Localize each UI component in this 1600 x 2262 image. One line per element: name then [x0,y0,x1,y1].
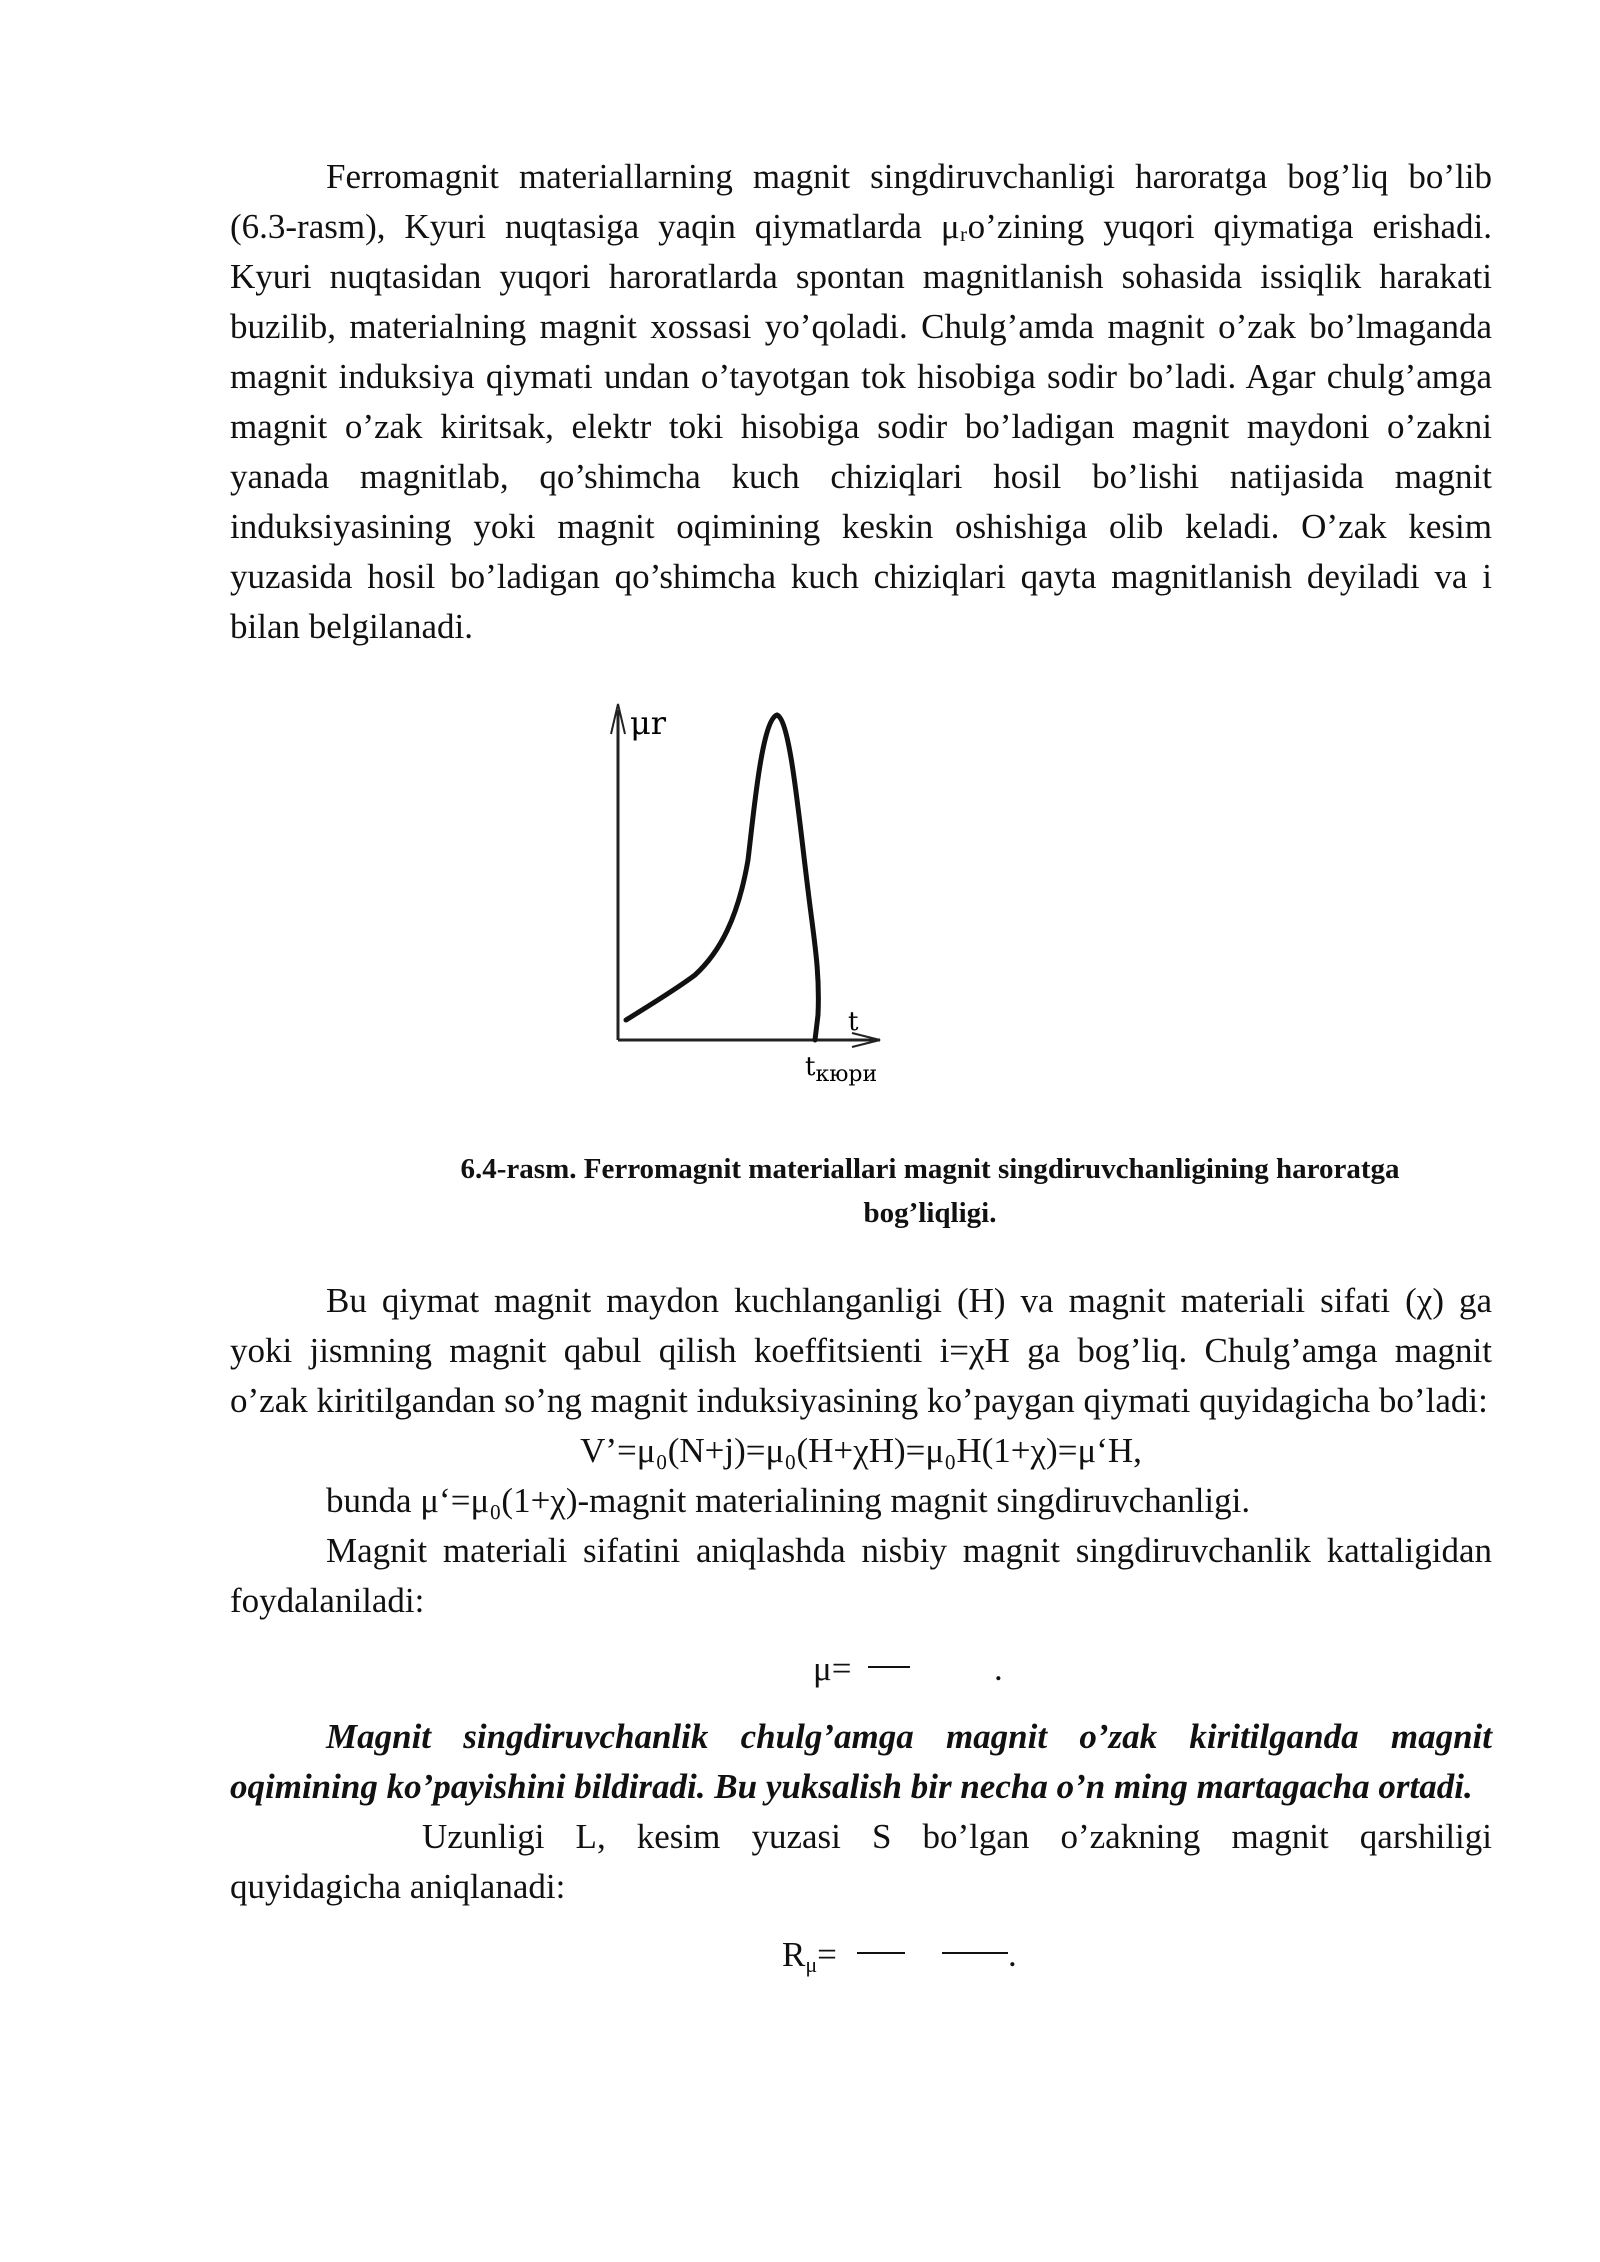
permeability-curve [626,715,818,1040]
mu-subscript: μ [805,1952,818,1977]
paragraph-magnetic-resistance: Uzunligi L, kesim yuzasi S bo’lgan o’zakning magnit qarshiligi quyidagicha aniqlanadi: [230,1817,1492,1906]
curie-temperature-label [805,1052,877,1087]
x-axis-label: t [848,1007,859,1037]
paragraph-bold-italic: Magnit singdiruvchanlik chulg’amga magnit o’zak kiritilganda magnit oqimining ko’payishini bildiradi. Bu yuksalish bir necha o’n ming martagacha ortadi. [230,1717,1492,1806]
paragraph-field-strength: Bu qiymat magnit maydon kuchlanganligi (H) va magnit materiali sifati (χ) ga yoki jismning magnit qabul qilish koeffitsienti i=χH ga bog’liq. Chulg’amga magnit o’zak kiritilgandan so’ng magnit induksiyasining ko’paygan qiymati quyidagicha bo’ladi: [230,1281,1492,1420]
permeability-temperature-graph [590,690,910,1110]
formula-section [230,1276,1492,1980]
fraction-bar-2 [942,1952,1008,1954]
paragraph-ferromagnetic-intro: Ferromagnit materiallarning magnit singdiruvchanligi haroratga bog’liq bo’lib (6.3-rasm), Kyuri nuqtasiga yaqin qiymatlarda μᵣo’zining yuqori qiymatiga erishadi. Kyuri nuqtasidan yuqori haroratlarda spontan magnitlanish sohasida issiqlik harakati buzilib, materialning magnit xossasi yo’qoladi. Chulg’amda magnit o’zak bo’lmaganda magnit induksiya qiymati undan o’tayotgan tok hisobiga sodir bo’ladi. Agar chulg’amga magnit o’zak kiritsak, elektr toki hisobiga sodir bo’ladigan magnit maydoni o’zakni yanada magnitlab, qo’shimcha kuch chiziqlari hosil bo’lishi natijasida magnit induksiyasining yoki magnit oqimining keskin oshishiga olib keladi. O’zak kesim yuzasida hosil bo’ladigan qo’shimcha kuch chiziqlari qayta magnitlanish deyiladi va i bilan belgilanadi. [230,157,1492,646]
y-axis-label: μr [630,704,667,742]
mu-lhs: μ= [813,1649,852,1688]
r-symbol: R [782,1935,806,1974]
equation-magnetic-resistance [230,1930,1492,1980]
equation-period: . [994,1649,1003,1688]
figure-caption [330,1147,1530,1235]
fraction-bar [868,1666,910,1668]
curie-t: t [805,1052,816,1082]
intro-block [230,152,1492,652]
graph-svg [590,690,910,1110]
paragraph-relative-permeability: Magnit materiali sifatini aniqlashda nisbiy magnit singdiruvchanlik kattaligidan foydalaniladi: [230,1531,1492,1620]
equation-period-2: . [1008,1935,1017,1974]
equation-induction: V’=μ₀(N+j)=μ₀(H+χH)=μ₀H(1+χ)=μ‘H, [580,1431,1142,1470]
curie-subscript: кюри [815,1062,878,1087]
caption-line-2: bog’liqligi. [863,1197,997,1229]
r-mu-lhs [782,1930,837,1990]
fraction-bar-1 [857,1952,905,1954]
bunda-line: bunda μ‘=μ₀(1+χ)-magnit materialining magnit singdiruvchanligi. [326,1481,1251,1520]
equals-sign: = [817,1935,837,1974]
caption-line-1: 6.4-rasm. Ferromagnit materiallari magnit singdiruvchanligining haroratga [460,1153,1400,1185]
equation-relative-permeability [230,1644,1492,1694]
